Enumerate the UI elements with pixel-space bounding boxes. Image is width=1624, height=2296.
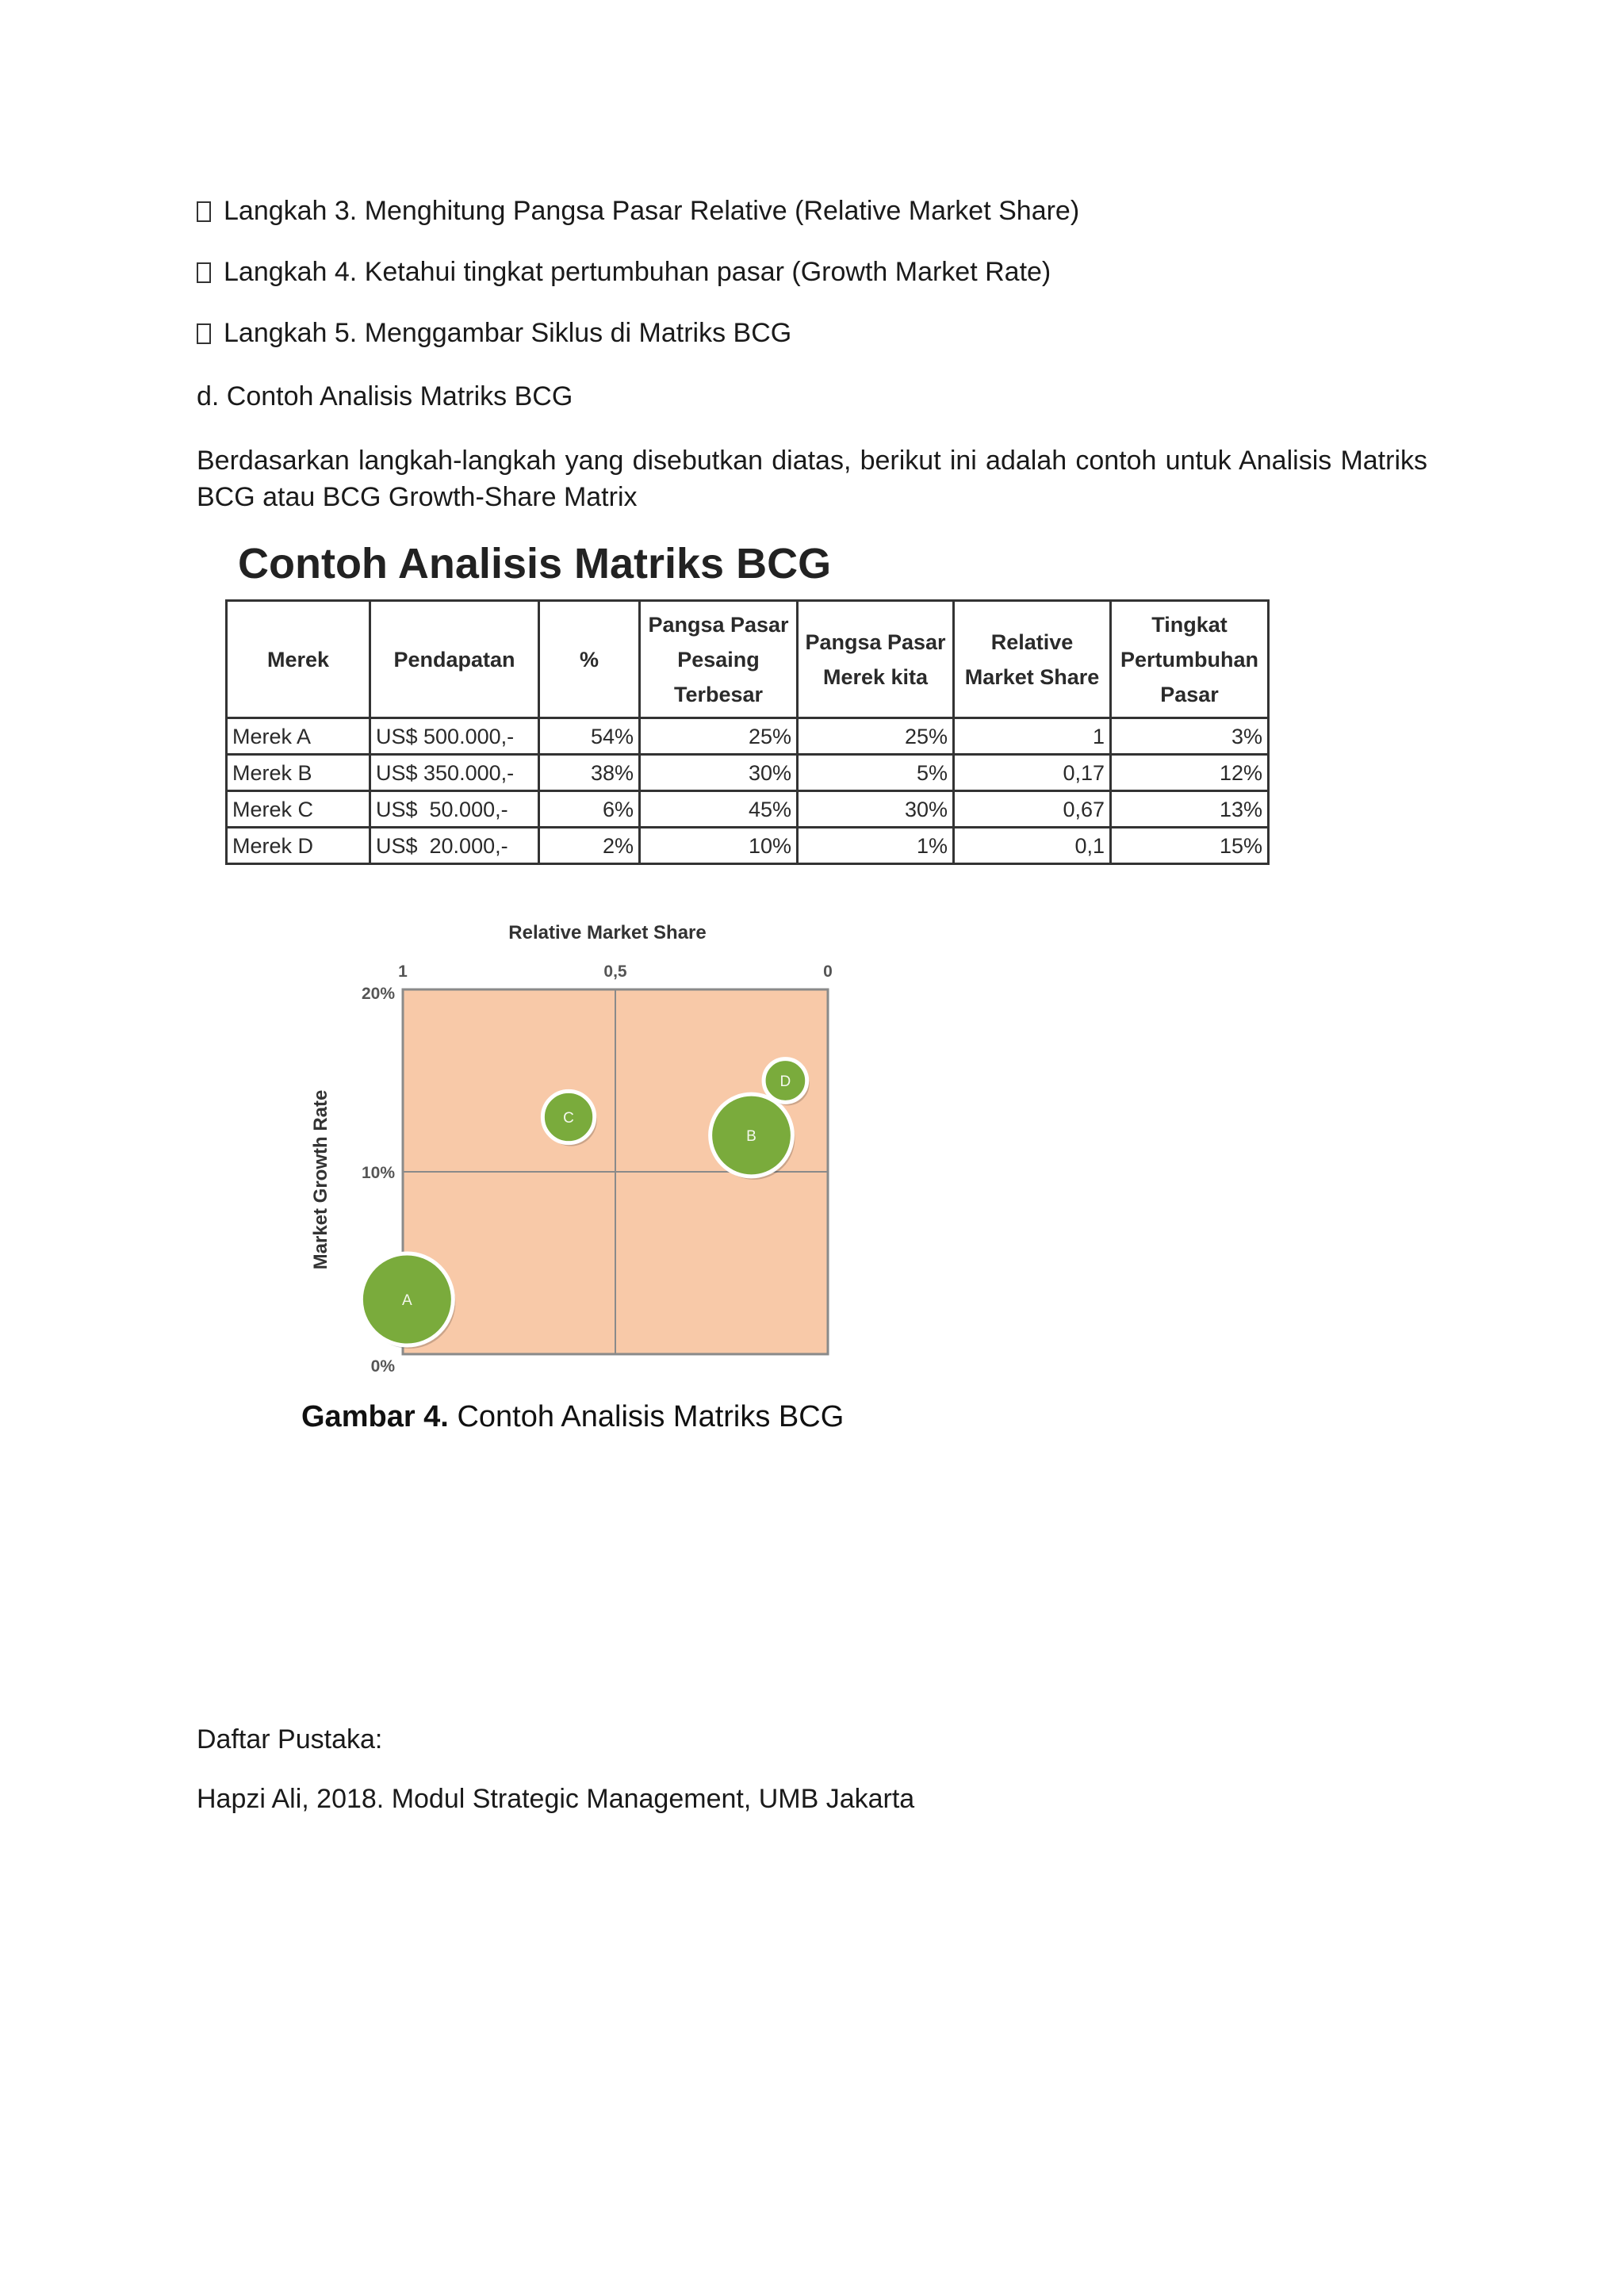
cell-relative-share: 0,17 [954, 755, 1111, 791]
y-tick-label: 10% [361, 1164, 395, 1182]
table-header-row [227, 601, 1269, 718]
intro-paragraph: Berdasarkan langkah-langkah yang disebutkan diatas, berikut ini adalah contoh untuk Analisis Matriks BCG atau BCG Growth-Share Matrix [197, 446, 1427, 512]
table-row [227, 755, 1269, 791]
cell-pangsa-pesaing: 25% [640, 718, 798, 755]
cell-growth: 13% [1111, 791, 1269, 828]
cell-pangsa-merek: 1% [798, 828, 954, 864]
cell-percent: 38% [539, 755, 640, 791]
bubble-label: C [563, 1110, 574, 1127]
table-row [227, 718, 1269, 755]
step-5-text: Langkah 5. Menggambar Siklus di Matriks BCG [224, 318, 792, 348]
cell-pangsa-pesaing: 30% [640, 755, 798, 791]
references-heading: Daftar Pustaka: [197, 1724, 383, 1755]
cell-percent: 2% [539, 828, 640, 864]
cell-growth: 12% [1111, 755, 1269, 791]
section-heading: d. Contoh Analisis Matriks BCG [197, 381, 573, 411]
cell-merek: Merek D [227, 828, 370, 864]
cell-pangsa-merek: 5% [798, 755, 954, 791]
header-pangsa-pesaing: Pangsa Pasar Pesaing Terbesar [640, 601, 798, 718]
step-4-text: Langkah 4. Ketahui tingkat pertumbuhan pasar (Growth Market Rate) [224, 257, 1051, 287]
x-axis-title: Relative Market Share [508, 922, 707, 943]
y-tick-label: 0% [370, 1357, 395, 1376]
cell-growth: 15% [1111, 828, 1269, 864]
cell-pendapatan: US$ 350.000,- [370, 755, 539, 791]
caption-text: Contoh Analisis Matriks BCG [457, 1400, 845, 1433]
missing-glyph-icon [197, 201, 211, 222]
cell-merek: Merek B [227, 755, 370, 791]
step-5 [197, 315, 791, 351]
reference-entry: Hapzi Ali, 2018. Modul Strategic Management, UMB Jakarta [197, 1784, 915, 1814]
header-pangsa-merek: Pangsa Pasar Merek kita [798, 601, 954, 718]
cell-pangsa-merek: 30% [798, 791, 954, 828]
table-row [227, 828, 1269, 864]
header-tingkat-pertumbuhan: Tingkat Pertumbuhan Pasar [1111, 601, 1269, 718]
cell-relative-share: 0,1 [954, 828, 1111, 864]
step-4 [197, 254, 1051, 290]
cell-pendapatan: US$ 50.000,- [370, 791, 539, 828]
y-tick-label: 20% [361, 985, 395, 1003]
cell-merek: Merek C [227, 791, 370, 828]
cell-pendapatan: US$ 20.000,- [370, 828, 539, 864]
bcg-matrix-chart [293, 904, 864, 1380]
bubble-label: A [402, 1292, 412, 1309]
cell-pangsa-pesaing: 10% [640, 828, 798, 864]
cell-growth: 3% [1111, 718, 1269, 755]
cell-percent: 6% [539, 791, 640, 828]
cell-pangsa-pesaing: 45% [640, 791, 798, 828]
bubble-label: B [746, 1128, 756, 1145]
cell-relative-share: 0,67 [954, 791, 1111, 828]
x-tick-label: 1 [398, 962, 408, 981]
cell-pendapatan: US$ 500.000,- [370, 718, 539, 755]
step-3 [197, 193, 1079, 229]
header-pendapatan: Pendapatan [370, 601, 539, 718]
header-relative-share: Relative Market Share [954, 601, 1111, 718]
missing-glyph-icon [197, 323, 211, 344]
header-merek: Merek [227, 601, 370, 718]
step-3-text: Langkah 3. Menghitung Pangsa Pasar Relative (Relative Market Share) [224, 196, 1080, 226]
x-tick-label: 0 [823, 962, 833, 981]
x-tick-label: 0,5 [603, 962, 627, 981]
y-axis-title: Market Growth Rate [310, 1089, 331, 1270]
cell-pangsa-merek: 25% [798, 718, 954, 755]
cell-percent: 54% [539, 718, 640, 755]
figure-caption [301, 1400, 844, 1434]
caption-label: Gambar 4. [301, 1400, 449, 1433]
bcg-data-table [225, 599, 1270, 865]
figure-title: Contoh Analisis Matriks BCG [238, 540, 832, 587]
bubble-label: D [779, 1073, 791, 1090]
cell-relative-share: 1 [954, 718, 1111, 755]
header-percent: % [539, 601, 640, 718]
missing-glyph-icon [197, 262, 211, 283]
cell-merek: Merek A [227, 718, 370, 755]
table-row [227, 791, 1269, 828]
